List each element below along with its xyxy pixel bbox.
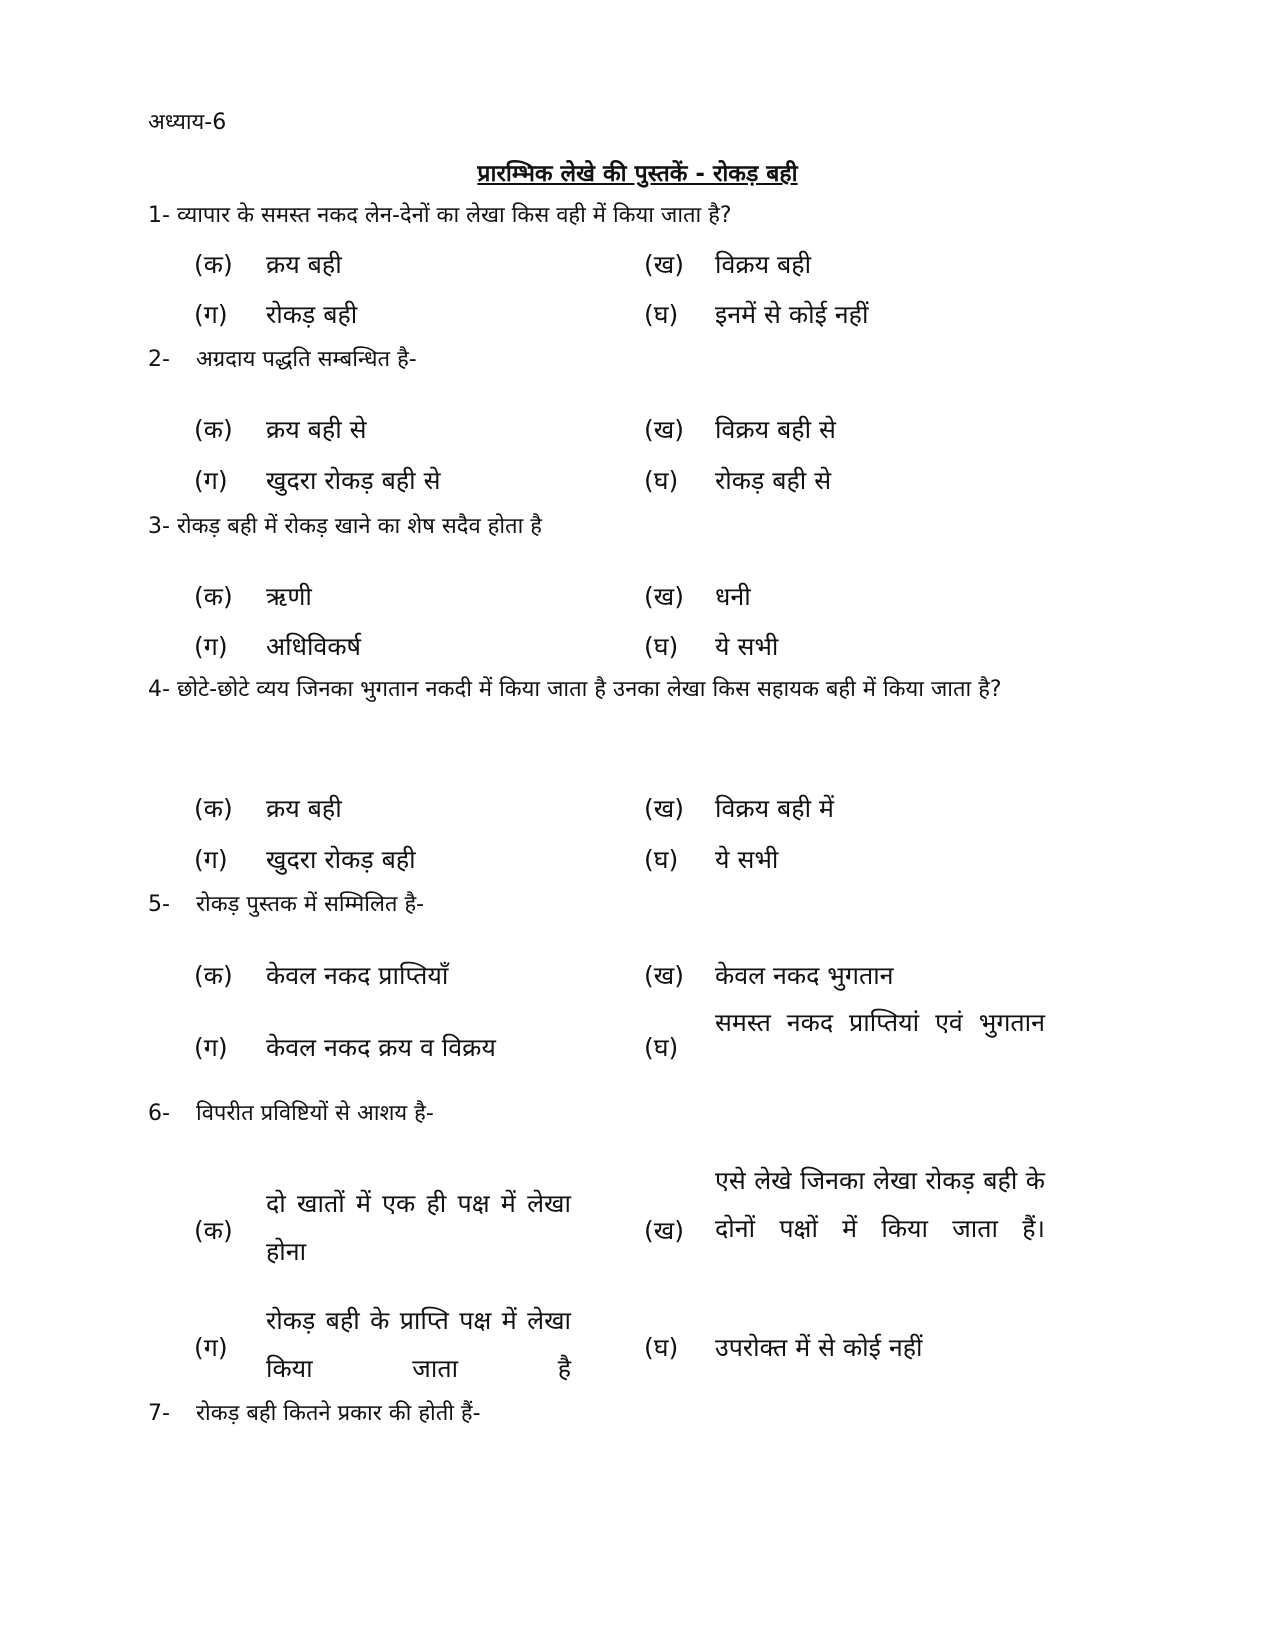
option-label: (ग) <box>194 466 228 495</box>
option-label: (क) <box>194 794 233 823</box>
question-text: रोकड़ बही कितने प्रकार की होती हैं- <box>196 1401 481 1426</box>
question-number: 3- <box>148 514 170 539</box>
option-text: केवल नकद प्राप्तियाँ <box>266 961 449 990</box>
option-label: (क) <box>194 250 233 279</box>
question-number: 5- <box>148 892 170 917</box>
question-number: 4- <box>148 677 170 702</box>
option-label: (घ) <box>644 632 679 661</box>
option-label: (ख) <box>644 582 684 611</box>
option-label: (ग) <box>194 845 228 874</box>
question-text: व्यापार के समस्त नकद लेन-देनों का लेखा किस वही में किया जाता है? <box>176 203 732 228</box>
option-text: दो खातों में एक ही पक्ष में लेखा होना <box>266 1189 571 1266</box>
option-text: रोकड़ बही <box>266 300 358 329</box>
question-number: 2- <box>148 347 170 372</box>
option-label: (क) <box>194 1216 233 1245</box>
page-title: प्रारम्भिक लेखे की पुस्तकें - रोकड़ बही <box>477 161 798 187</box>
option-label: (क) <box>194 961 233 990</box>
option-label: (ख) <box>644 250 684 279</box>
option-text: क्रय बही <box>266 794 342 823</box>
option-text: विक्रय बही से <box>715 415 836 444</box>
option-text: खुदरा रोकड़ बही से <box>266 466 441 495</box>
option-label: (घ) <box>644 466 679 495</box>
option-text: ऋणी <box>266 582 312 611</box>
option-text: विक्रय बही <box>715 250 812 279</box>
question-text: रोकड़ पुस्तक में सम्मिलित है- <box>196 892 425 917</box>
question-3 <box>148 510 542 540</box>
option-text: केवल नकद भुगतान <box>715 961 894 990</box>
option-text: ये सभी <box>715 632 779 661</box>
option-label: (क) <box>194 582 233 611</box>
option-label: (घ) <box>644 1333 679 1362</box>
option-label: (ग) <box>194 1333 228 1362</box>
option-text: क्रय बही से <box>266 415 367 444</box>
option-text: रोकड़ बही के प्राप्ति पक्ष में लेखा किया जाता है <box>266 1306 571 1383</box>
option-label: (घ) <box>644 845 679 874</box>
question-text: रोकड़ बही में रोकड़ खाने का शेष सदैव होता है <box>176 514 542 539</box>
option-text: समस्त नकद प्राप्तियां एवं भुगतान <box>715 1008 1045 1037</box>
question-6 <box>148 1097 434 1127</box>
chapter-heading: अध्याय-6 <box>148 110 227 135</box>
question-number: 7- <box>148 1401 170 1426</box>
option-label: (घ) <box>644 300 679 329</box>
question-7 <box>148 1397 481 1427</box>
option-text: इनमें से कोई नहीं <box>715 300 869 329</box>
option-label: (क) <box>194 415 233 444</box>
option-text: उपरोक्त में से कोई नहीं <box>715 1333 923 1362</box>
option-text: धनी <box>715 582 751 611</box>
option-text: एसे लेखे जिनका लेखा रोकड़ बही के दोनों पक्षों में किया जाता हैं। <box>715 1166 1045 1243</box>
question-number: 1- <box>148 203 170 228</box>
option-text: केवल नकद क्रय व विक्रय <box>266 1033 496 1062</box>
option-text: अधिविकर्ष <box>266 632 361 661</box>
option-text: ये सभी <box>715 845 779 874</box>
question-text: विपरीत प्रविष्टियों से आशय है- <box>196 1101 434 1126</box>
question-number: 6- <box>148 1101 170 1126</box>
question-4 <box>148 667 1108 713</box>
option-label: (ग) <box>194 300 228 329</box>
option-label: (घ) <box>644 1033 679 1062</box>
option-label: (ग) <box>194 1033 228 1062</box>
question-text: अग्रदाय पद्धति सम्बन्धित है- <box>196 347 417 372</box>
option-text: रोकड़ बही से <box>715 466 832 495</box>
option-label: (ख) <box>644 1216 684 1245</box>
question-1 <box>148 199 732 229</box>
option-label: (ख) <box>644 961 684 990</box>
option-text: खुदरा रोकड़ बही <box>266 845 416 874</box>
option-label: (ख) <box>644 794 684 823</box>
question-text: छोटे-छोटे व्यय जिनका भुगतान नकदी में किया जाता है उनका लेखा किस सहायक बही में किया जाता है? <box>176 677 1002 702</box>
question-2 <box>148 343 417 373</box>
question-5 <box>148 888 424 918</box>
option-label: (ख) <box>644 415 684 444</box>
option-text: विक्रय बही में <box>715 794 834 823</box>
option-label: (ग) <box>194 632 228 661</box>
option-text: क्रय बही <box>266 250 342 279</box>
